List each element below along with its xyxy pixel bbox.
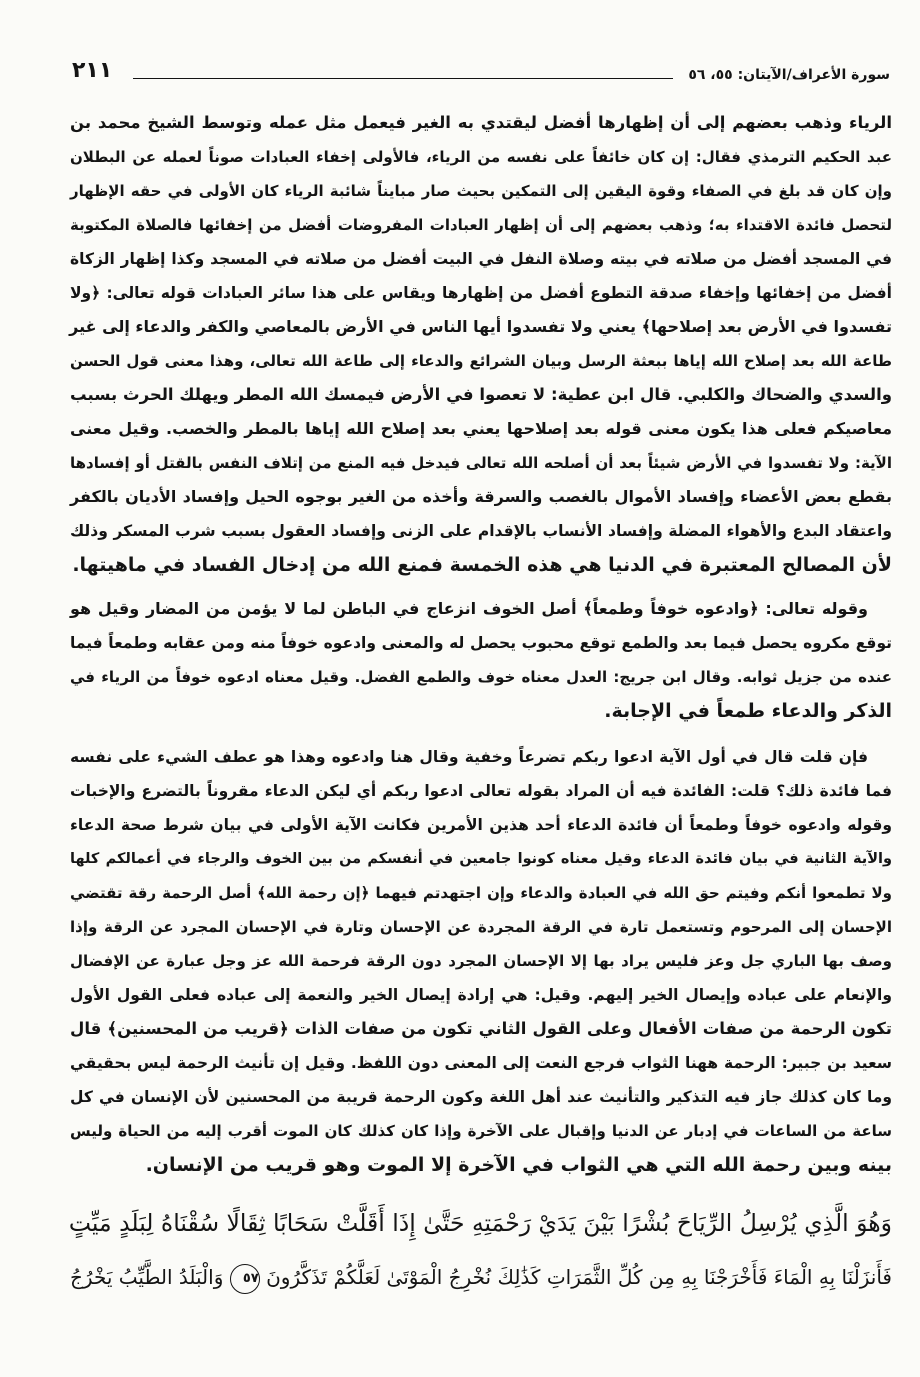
text-line: طاعة الله بعد إصلاح الله إياها ببعثة الرسل وبيان الشرائع والدعاء إلى طاعة الله تعالى، وهذا معنى قول الحسن [70,352,892,370]
paragraph [70,740,892,1182]
text-line: ولا تطمعوا أنكم وفيتم حق الله في العبادة والدعاء وإن اجتهدتم فيهما ﴿إن رحمة الله﴾ أصل الرحمة رقة تقتضي [70,884,892,902]
text-line: وقوله تعالى: ﴿وادعوه خوفاً وطمعاً﴾ أصل الخوف انزعاج في الباطن لما لا يؤمن من المضار وقيل هو [70,599,868,618]
ayah-number-marker [230,1264,260,1294]
text-line: وما كان كذلك جاز فيه التذكير والتأنيث عند أهل اللغة وكون الرحمة قريبة من المحسنين لأن الإنسان في كل [70,1088,892,1106]
text-line: توقع مكروه يحصل فيما بعد والطمع توقع محبوب يحصل له والمعنى وادعوه خوفاً منه ومن عقابه وطمعاً فيما [70,634,892,652]
text-line: الذكر والدعاء طمعاً في الإجابة. [604,700,892,722]
text-line: والإنعام على عباده وإيصال الخير إليهم. وقيل: هي إرادة إيصال الخير والنعمة إلى عباده فعلى القول الأول [70,986,892,1004]
verse-line: وَهُوَ الَّذِي يُرْسِلُ الرِّيَاحَ بُشْرًا بَيْنَ يَدَيْ رَحْمَتِهِ حَتَّىٰ إِذَا أَقَلَّتْ سَحَابًا ثِقَالًا سُقْنَاهُ لِبَلَدٍ مَيِّتٍ [68,1209,892,1237]
verse-text: فَأَنزَلْنَا بِهِ الْمَاءَ فَأَخْرَجْنَا بِهِ مِن كُلِّ الثَّمَرَاتِ كَذَٰلِكَ نُخْرِجُ الْمَوْتَىٰ لَعَلَّكُمْ تَذَكَّرُونَ [266,1265,892,1289]
text-line: بقطع بعض الأعضاء وإفساد الأموال بالغصب والسرقة وأخذه من الغير بوجوه الحيل وإفساد الأديان بالكفر [70,487,892,506]
text-line: وإن كان قد بلغ في الصفاء وقوة اليقين إلى التمكين بحيث صار مبايناً شائبة الرياء كان الأولى في حقه الإظهار [70,182,892,200]
commentary-text [70,106,892,1182]
verse-text: وَالْبَلَدُ الطَّيِّبُ يَخْرُجُ [70,1265,224,1289]
text-line: وقوله وادعوه خوفاً وطمعاً أن فائدة الدعاء أحد هذين الأمرين فكانت الآية الأولى في بيان شرط صحة الدعاء [70,816,892,834]
text-line: بينه وبين رحمة الله التي هي الثواب في الآخرة إلا الموت وهو قريب من الإنسان. [145,1154,892,1176]
verse-line [70,1250,892,1304]
paragraph [70,592,892,728]
text-line: عنده من جزيل ثوابه. وقال ابن جريج: العدل معناه خوف والطمع الفضل. وقيل معناه ادعوه خوفاً من الرياء في [70,668,892,686]
text-line: الإحسان إلى المرحوم وتستعمل تارة في الرقة المجردة عن الإحسان وتارة في الإحسان المجرد عن الرقة وإذا [70,918,892,936]
text-line: أفضل من إخفائها وإخفاء صدقة التطوع أفضل من إظهارها ويقاس على هذا سائر العبادات قوله تعالى: ﴿ولا [70,284,892,302]
page-number: ٢١١ [72,58,113,83]
text-line: عبد الحكيم الترمذي فقال: إن كان خائفاً على نفسه من الرياء، فالأولى إخفاء العبادات صوناً لعمله عن البطلان [70,148,892,166]
text-line: تفسدوا في الأرض بعد إصلاحها﴾ يعني ولا تفسدوا أيها الناس في الأرض بالمعاصي والكفر والدعاء إلى غير [69,317,892,336]
text-line: فما فائدة ذلك؟ قلت: الفائدة فيه أن المراد بقوله تعالى ادعوا ربكم أي ليكن الدعاء مقروناً بالتضرع والإخبات [70,782,892,800]
quran-verse [70,1196,892,1304]
surah-heading: سورة الأعراف/الآيتان: ٥٥، ٥٦ [688,67,890,83]
text-line: والآية الثانية في بيان فائدة الدعاء وقيل معناه كونوا جامعين في أنفسكم من بين الخوف والرجاء في أعمالكم كلها [70,851,892,867]
text-line: واعتقاد البدع والأهواء المضلة وإفساد الأنساب بالإقدام على الزنى وإفساد العقول بسبب شرب المسكر وذلك [70,522,892,540]
text-line: لأن المصالح المعتبرة في الدنيا هي هذه الخمسة فمنع الله من إدخال الفساد في ماهيتها. [72,554,892,576]
text-line: في المسجد أفضل من صلاته في بيته وصلاة النفل في البيت أفضل من صلاته في المسجد وكذا إظهار الزكاة [70,250,892,268]
text-line: تكون الرحمة من صفات الأفعال وعلى القول الثاني تكون من صفات الذات ﴿قريب من المحسنين﴾ قال [70,1019,892,1038]
text-line: الرياء وذهب بعضهم إلى أن إظهارها أفضل ليقتدي به الغير فيعمل مثل عمله وتوسط الشيخ محمد بن [70,113,892,132]
text-line: سعيد بن جبير: الرحمة ههنا الثواب فرجع النعت إلى المعنى دون اللفظ. وقيل إن تأنيث الرحمة ليس بحقيقي [70,1054,892,1072]
text-line: فإن قلت قال في أول الآية ادعوا ربكم تضرعاً وخفية وقال هنا وادعوه وهذا هو عطف الشيء على نفسه [70,748,868,766]
text-line: الآية: ولا تفسدوا في الأرض شيئاً بعد أن أصلحه الله تعالى فيدخل فيه المنع من إتلاف النفس بالقتل أو إفسادها [70,454,892,472]
text-line: ساعة من الساعات في إدبار عن الدنيا وإقبال على الآخرة وإذا كان كذلك كان الموت أقرب إليه من الحياة وليس [70,1122,892,1140]
text-line: لتحصل فائدة الاقتداء به؛ وذهب بعضهم إلى أن إظهار العبادات المفروضات أفضل من إخفائها فالصلاة المكتوبة [70,216,892,234]
text-line: وصف بها الباري جل وعز فليس يراد بها إلا الإحسان المجرد دون الرقة فرحمة الله عز وجل عبارة عن الإفضال [70,952,892,970]
text-line: والسدي والضحاك والكلبي. قال ابن عطية: لا تعصوا في الأرض فيمسك الله المطر ويهلك الحرث بسبب [70,385,892,404]
header-rule [133,78,673,79]
paragraph [70,106,892,582]
ayah-number: ٥٧ [242,1270,259,1286]
text-line: معاصيكم فعلى هذا يكون معنى قوله بعد إصلاحها يعني بعد إصلاح الله إياها بالمطر والخصب. وقيل معنى [70,419,892,438]
